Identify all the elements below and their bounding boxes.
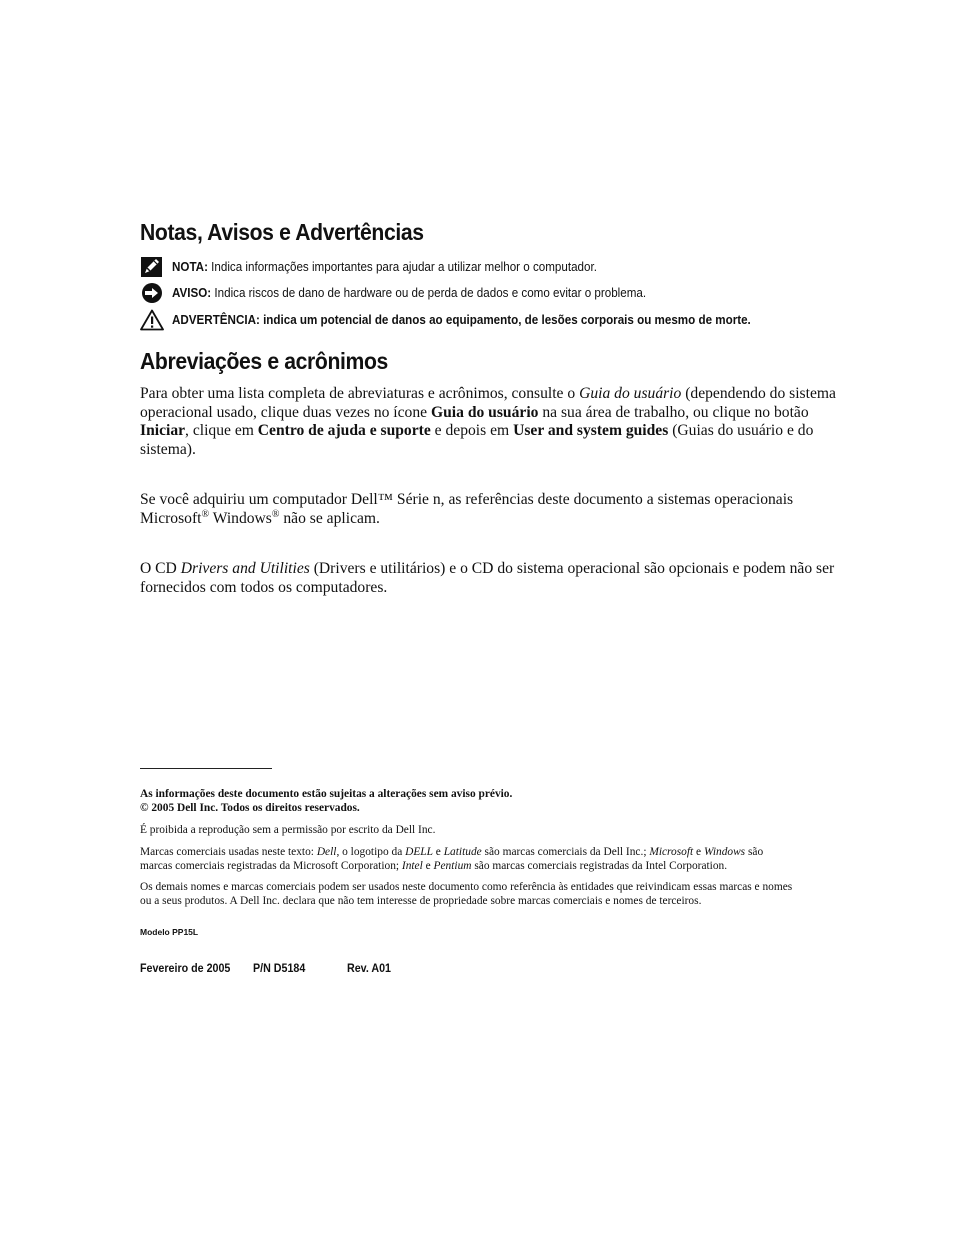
text-run: e [693, 846, 704, 858]
text-run: Microsoft [140, 509, 202, 527]
legal-info [140, 787, 512, 815]
text-run: são [745, 846, 764, 858]
model-number: Modelo PP15L [140, 927, 199, 937]
notice-advertencia [140, 309, 794, 331]
notice-label: AVISO: [172, 286, 212, 300]
notice-text: Indica riscos de dano de hardware ou de perda de dados e como evitar o problema. [211, 286, 647, 300]
notice-nota [140, 256, 629, 278]
text-line: É proibida a reprodução sem a permissão por escrito da Dell Inc. [140, 824, 436, 836]
text-run-italic: Microsoft [649, 846, 694, 858]
text-line: sistema). [140, 440, 196, 458]
notice-text: Indica informações importantes para ajudar a utilizar melhor o computador. [207, 260, 597, 274]
revision: Rev. A01 [347, 963, 392, 975]
text-run: Marcas comerciais usadas neste texto: [140, 846, 317, 858]
section-title-notas: Notas, Avisos e Advertências [140, 219, 424, 245]
text-run: são marcas comerciais da Dell Inc.; [481, 846, 650, 858]
text-run: , clique em [185, 422, 258, 440]
publication-date: Fevereiro de 2005 [140, 963, 231, 975]
text-run: operacional usado, clique duas vezes no ícone [140, 403, 431, 421]
text-run-italic: Latitude [443, 846, 482, 858]
paragraph-abreviaturas [140, 385, 840, 459]
notice-aviso [140, 282, 682, 304]
registered-mark: ® [201, 508, 210, 520]
text-run: Para obter uma lista completa de abreviaturas e acrônimos, consulte o [140, 385, 580, 402]
legal-other-marks [140, 880, 792, 908]
text-run: não se aplicam. [279, 509, 380, 527]
text-run: marcas comerciais registradas da Microsoft Corporation; [140, 860, 402, 872]
paragraph-cd-drivers [140, 560, 840, 597]
text-run: (dependendo do sistema [681, 385, 836, 402]
text-line: ou a seus produtos. A Dell Inc. declara que não tem interesse de propriedade sobre marcas comerciais e nomes de terceiros. [140, 895, 702, 907]
text-run-italic: DELL [405, 846, 433, 858]
warning-triangle-icon [140, 309, 164, 331]
text-run-bold: Iniciar [140, 422, 186, 440]
text-run: e [422, 860, 434, 872]
text-line: Se você adquiriu um computador Dell™ Série n, as referências deste documento a sistemas operacionais [140, 491, 794, 508]
copyright-line: © 2005 Dell Inc. Todos os direitos reservados. [140, 802, 360, 814]
part-number: P/N D5184 [253, 963, 306, 975]
text-run: são marcas comerciais registradas da Intel Corporation. [471, 860, 728, 872]
section-title-abreviacoes: Abreviações e acrônimos [140, 348, 388, 374]
paragraph-serie-n [140, 491, 840, 528]
text-run-italic: Pentium [433, 860, 472, 872]
notice-text: indica um potencial de danos ao equipamento, de lesões corporais ou mesmo de morte. [259, 313, 751, 327]
notice-label: ADVERTÊNCIA: [172, 313, 260, 327]
footnote-divider [140, 768, 272, 769]
text-run-italic: Windows [703, 846, 746, 858]
text-run-bold: Centro de ajuda e suporte [257, 422, 431, 440]
notice-label: NOTA: [172, 260, 208, 274]
text-run: e depois em [430, 422, 514, 440]
legal-trademarks [140, 845, 763, 873]
text-run: (Drivers e utilitários) e o CD do sistema operacional são opcionais e podem não ser [309, 560, 835, 577]
note-pencil-icon [140, 256, 164, 278]
text-run: na sua área de trabalho, ou clique no botão [538, 403, 809, 421]
text-run-italic: Dell [316, 846, 337, 858]
legal-reproduction [140, 823, 435, 837]
text-run: Windows [209, 509, 272, 527]
text-run-bold: Guia do usuário [430, 403, 539, 421]
text-line: As informações deste documento estão sujeitas a alterações sem aviso prévio. [140, 788, 513, 800]
registered-mark: ® [271, 508, 280, 520]
text-run: (Guias do usuário e do [668, 422, 814, 440]
text-run: , o logotipo da [336, 846, 406, 858]
text-run-italic: Intel [401, 860, 423, 872]
text-run-bold: User and system guides [513, 422, 669, 440]
text-line: Os demais nomes e marcas comerciais podem ser usados neste documento como referência às entidades que reivindicam essas marcas e nomes [140, 881, 793, 893]
text-run-italic: Drivers and Utilities [180, 560, 310, 577]
text-run: e [432, 846, 444, 858]
text-line: fornecidos com todos os computadores. [140, 578, 388, 596]
text-run-italic: Guia do usuário [579, 385, 682, 402]
notice-arrow-icon [140, 282, 164, 304]
text-run: O CD [140, 560, 181, 577]
